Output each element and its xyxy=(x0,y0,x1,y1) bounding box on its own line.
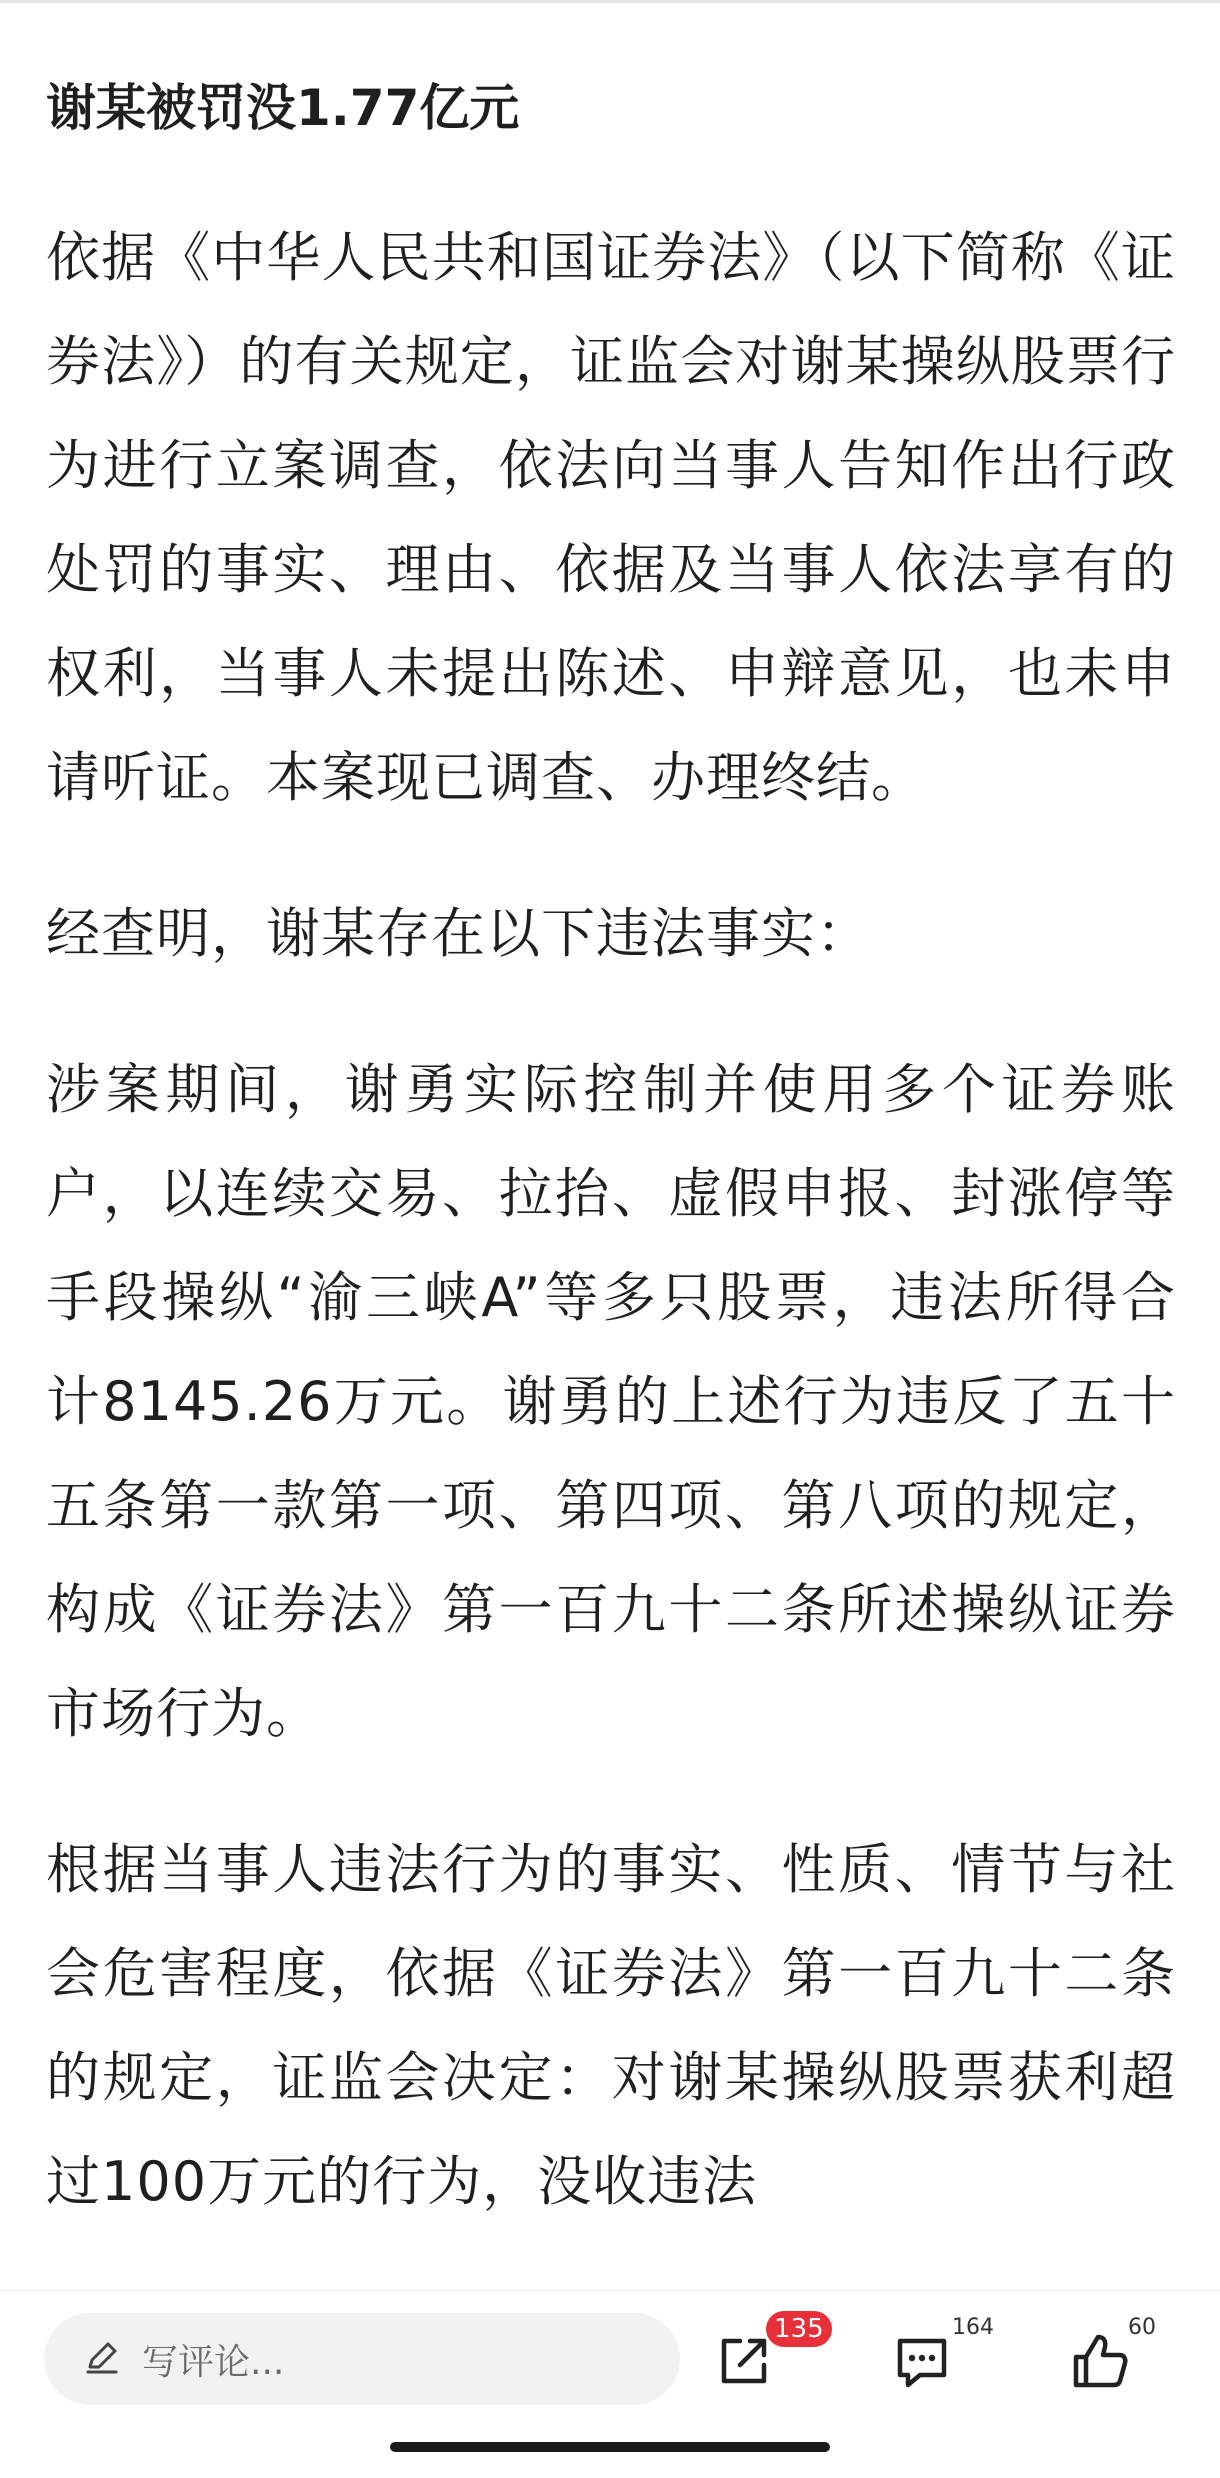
pencil-icon xyxy=(44,2337,142,2381)
article-body xyxy=(46,60,1176,2290)
comment-placeholder: 写评论... xyxy=(142,2341,285,2383)
article-title: 谢某被罚没1.77亿元 xyxy=(46,79,520,137)
article-paragraph: 涉案期间，谢勇实际控制并使用多个证券账户，以连续交易、拉抬、虚假申报、封涨停等手段操纵“渝三峡A”等多只股票，违法所得合计8145.26万元。谢勇的上述行为违反了五十五条第一款第一项、第四项、第八项的规定，构成《证券法》第一百九十二条所述操纵证券市场行为。 xyxy=(46,1058,1176,1745)
article-paragraph: 经查明，谢某存在以下违法事实： xyxy=(46,902,871,965)
article-paragraph: 依据《中华人民共和国证券法》（以下简称《证券法》）的有关规定，证监会对谢某操纵股票行为进行立案调查，依法向当事人告知作出行政处罚的事实、理由、依据及当事人依法享有的权利，当事人未提出陈述、申辩意见，也未申请听证。本案现已调查、办理终结。 xyxy=(46,226,1176,809)
home-indicator[interactable] xyxy=(390,2442,830,2452)
like-count: 60 xyxy=(1128,2315,1156,2340)
share-count-badge: 135 xyxy=(766,2311,832,2347)
comment-input[interactable] xyxy=(44,2313,680,2405)
top-divider xyxy=(0,0,1220,3)
article-paragraph: 根据当事人违法行为的事实、性质、情节与社会危害程度，依据《证券法》第一百九十二条的规定，证监会决定：对谢某操纵股票获利超过100万元的行为，没收违法 xyxy=(46,1838,1176,2213)
comment-count: 164 xyxy=(952,2315,994,2340)
comments-button[interactable] xyxy=(882,2321,962,2401)
comment-icon xyxy=(882,2329,962,2393)
